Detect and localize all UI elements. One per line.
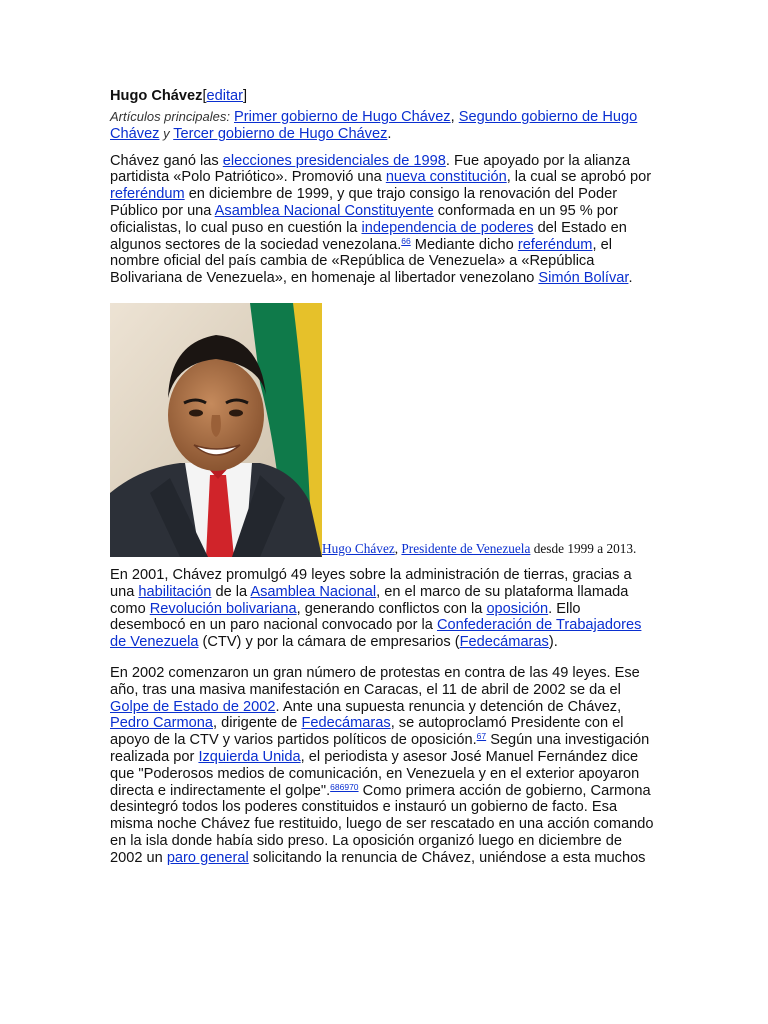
text: , dirigente de <box>213 715 302 732</box>
text: En 2002 comenzaron un gran número de protestas en contra de las 49 leyes. Ese año, tras una masiva manifestación en Caracas, el 11 de abril de 2002 se da el <box>110 664 640 698</box>
text: Chávez ganó las <box>110 152 223 169</box>
edit-bracket-open: [ <box>202 88 207 104</box>
text: y <box>159 125 174 141</box>
text: del Estado en algunos sectores de la sociedad venezolana. <box>110 219 627 253</box>
link-referendum[interactable]: referéndum <box>110 186 185 203</box>
text: ). <box>548 634 558 651</box>
link-elecciones-1998[interactable]: elecciones presidenciales de 1998 <box>222 152 446 169</box>
link-golpe-2002[interactable]: Golpe de Estado de 2002 <box>110 698 276 715</box>
paragraph-2 <box>110 567 658 651</box>
portrait-image <box>110 303 322 557</box>
link-ctv[interactable]: Confederación de Trabajadores de Venezuela <box>110 617 642 651</box>
main-articles-note <box>110 109 658 143</box>
section-heading <box>110 88 658 105</box>
text: en diciembre de 1999, y que trajo consigo la renovación del Poder Público por una <box>110 186 618 219</box>
paragraph-1 <box>110 153 658 287</box>
text: , <box>394 540 402 556</box>
link-fedecamaras[interactable]: Fedecámaras <box>459 634 549 651</box>
main-articles-prefix: Artículos principales: <box>110 109 230 124</box>
caption-link-presidente[interactable]: Presidente de Venezuela <box>401 540 531 556</box>
link-primer-gobierno[interactable]: Primer gobierno de Hugo Chávez <box>234 109 451 125</box>
text: Mediante dicho <box>410 236 518 253</box>
text: de la <box>211 583 251 600</box>
text: , se autoproclamó Presidente con el apoyo de la CTV y varios partidos políticos de oposición. <box>110 715 624 749</box>
text: Como primera acción de gobierno, Carmona desintegró todos los poderes constituidos e instauró un gobierno de facto. Esa misma noche Chávez fue restituido, luego de ser rescatado en una acción comando en la isla donde había sido preso. La oposición organizó luego en diciembre de 2002 un <box>110 782 654 866</box>
link-tercer-gobierno[interactable]: Tercer gobierno de Hugo Chávez <box>173 125 388 142</box>
text: . <box>387 125 392 142</box>
paragraph-3 <box>110 665 658 867</box>
link-pedro-carmona[interactable]: Pedro Carmona <box>110 715 214 732</box>
text: , el periodista y asesor José Manuel Fernández dice que "Poderosos medios de comunicación, en Venezuela y en el exterior apoyaron directa e indirectamente el golpe". <box>110 748 640 799</box>
footnote-66[interactable]: 66 <box>401 235 411 246</box>
portrait-photo[interactable] <box>110 303 322 557</box>
link-asamblea-nacional[interactable]: Asamblea Nacional <box>250 583 377 600</box>
document-page <box>110 88 658 867</box>
text: conformada en un 95 % por oficialistas, lo cual puso en cuestión la <box>110 202 618 236</box>
text: En 2001, Chávez promulgó 49 leyes sobre la administración de tierras, gracias a una <box>110 566 632 600</box>
text: , generando conflictos con la <box>296 600 487 617</box>
link-oposicion[interactable]: oposición <box>486 600 549 617</box>
footnote-686970[interactable]: 686970 <box>330 781 359 792</box>
link-segundo-gobierno[interactable]: Segundo gobierno de Hugo Chávez <box>110 109 638 142</box>
link-asamblea-constituyente[interactable]: Asamblea Nacional Constituyente <box>214 202 434 219</box>
link-nueva-constitucion[interactable]: nueva constitución <box>385 169 507 186</box>
text: Según una investigación realizada por <box>110 732 650 765</box>
footnote-67[interactable]: 67 <box>476 731 487 742</box>
link-revolucion-bolivariana[interactable]: Revolución bolivariana <box>149 600 297 617</box>
text: . Ello desembocó en un paro nacional convocado por la <box>110 600 581 634</box>
text: solicitando la renuncia de Chávez, uniéndose a esta muchos <box>248 849 646 866</box>
caption-link-hugo-chavez[interactable]: Hugo Chávez <box>322 540 395 556</box>
text: . Ante una supuesta renuncia y detención de Chávez, <box>275 698 622 715</box>
text: , la cual se aprobó por <box>506 169 652 186</box>
link-izquierda-unida[interactable]: Izquierda Unida <box>198 748 301 765</box>
link-paro-general[interactable]: paro general <box>166 849 249 866</box>
link-referendum-2[interactable]: referéndum <box>517 236 593 253</box>
edit-bracket-close: ] <box>243 88 248 104</box>
text: , <box>450 109 459 125</box>
text: (CTV) y por la cámara de empresarios ( <box>198 634 460 651</box>
caption-text: desde 1999 a 2013. <box>530 540 637 556</box>
edit-link[interactable]: editar <box>206 88 244 104</box>
section-title: Hugo Chávez <box>110 88 203 104</box>
text: . <box>628 270 633 287</box>
link-fedecamaras-2[interactable]: Fedecámaras <box>301 715 391 732</box>
link-habilitacion[interactable]: habilitación <box>138 583 212 600</box>
text: , en el marco de su plataforma llamada como <box>110 583 629 617</box>
link-simon-bolivar[interactable]: Simón Bolívar <box>538 270 629 287</box>
text: . Fue apoyado por la alianza partidista «Polo Patriótico». Promovió una <box>110 152 631 186</box>
text: , el nombre oficial del país cambia de «República de Venezuela» a «República Bolivariana de Venezuela», en homenaje al libertador venezolano <box>110 236 612 287</box>
link-independencia-poderes[interactable]: independencia de poderes <box>361 219 534 236</box>
figure <box>110 303 658 557</box>
